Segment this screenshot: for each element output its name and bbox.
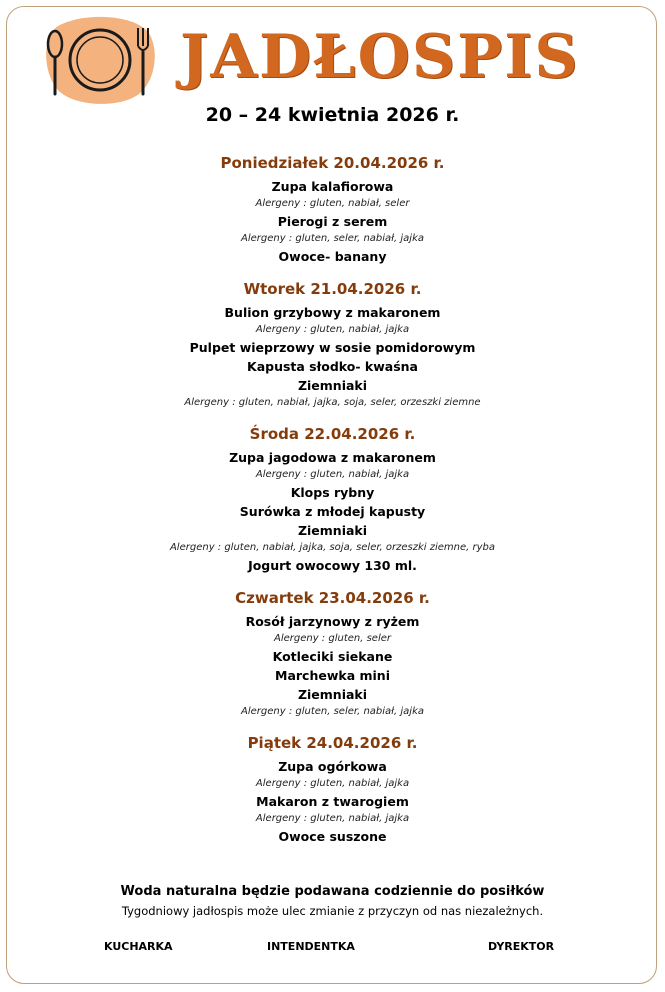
allergen-info: Alergeny : gluten, nabiał, jajka, soja, seler, orzeszki ziemne, ryba [169, 542, 496, 553]
day-section [0, 732, 665, 846]
weekly-menu [0, 152, 665, 858]
allergen-info: Alergeny : gluten, seler, nabiał, jajka [241, 233, 424, 244]
dish-name: Owoce suszone [278, 829, 387, 844]
allergen-info: Alergeny : gluten, nabiał, jajka [255, 469, 410, 480]
allergen-info: Alergeny : gluten, seler, nabiał, jajka [241, 706, 424, 717]
dish-name: Pulpet wieprzowy w sosie pomidorowym [189, 340, 476, 355]
allergen-info: Alergeny : gluten, seler [273, 633, 391, 644]
dish-name: Kapusta słodko- kwaśna [247, 359, 418, 374]
dish-name: Jogurt owocowy 130 ml. [248, 558, 417, 573]
date-range: 20 – 24 kwietnia 2026 r. [205, 104, 460, 126]
dish-name: Surówka z młodej kapusty [239, 504, 426, 519]
dish-name: Ziemniaki [297, 378, 368, 393]
day-section [0, 152, 665, 266]
day-section [0, 423, 665, 575]
allergen-info: Alergeny : gluten, nabiał, seler [255, 198, 410, 209]
day-title: Wtorek 21.04.2026 r. [243, 280, 422, 298]
allergen-info: Alergeny : gluten, nabiał, jajka [255, 324, 410, 335]
dish-name: Ziemniaki [297, 523, 368, 538]
dish-name: Kotleciki siekane [272, 649, 393, 664]
dish-name: Rosół jarzynowy z ryżem [245, 614, 420, 629]
dish-name: Zupa kalafiorowa [271, 179, 394, 194]
allergen-info: Alergeny : gluten, nabiał, jajka [255, 813, 410, 824]
dish-name: Zupa ogórkowa [278, 759, 387, 774]
plate-cutlery-icon [38, 14, 158, 106]
page-title: JADŁOSPIS [180, 22, 580, 92]
signature-cook: KUCHARKA [104, 940, 173, 953]
day-title: Poniedziałek 20.04.2026 r. [220, 154, 445, 172]
allergen-info: Alergeny : gluten, nabiał, jajka, soja, seler, orzeszki ziemne [184, 397, 481, 408]
dish-name: Owoce- banany [278, 249, 387, 264]
day-title: Piątek 24.04.2026 r. [247, 734, 418, 752]
signature-director: DYREKTOR [488, 940, 555, 953]
dish-name: Ziemniaki [297, 687, 368, 702]
dish-name: Klops rybny [290, 485, 375, 500]
dish-name: Makaron z twarogiem [256, 794, 409, 809]
day-section [0, 587, 665, 720]
day-title: Środa 22.04.2026 r. [249, 425, 416, 443]
dish-name: Marchewka mini [275, 668, 390, 683]
allergen-info: Alergeny : gluten, nabiał, jajka [255, 778, 410, 789]
day-title: Czwartek 23.04.2026 r. [235, 589, 430, 607]
dish-name: Zupa jagodowa z makaronem [229, 450, 436, 465]
day-section [0, 278, 665, 411]
signature-quartermaster: INTENDENTKA [267, 940, 355, 953]
menu-change-note: Tygodniowy jadłospis może ulec zmianie z przyczyn od nas niezależnych. [121, 904, 544, 918]
water-info: Woda naturalna będzie podawana codziennie do posiłków [120, 884, 545, 899]
dish-name: Pierogi z serem [277, 214, 388, 229]
dish-name: Bulion grzybowy z makaronem [224, 305, 441, 320]
